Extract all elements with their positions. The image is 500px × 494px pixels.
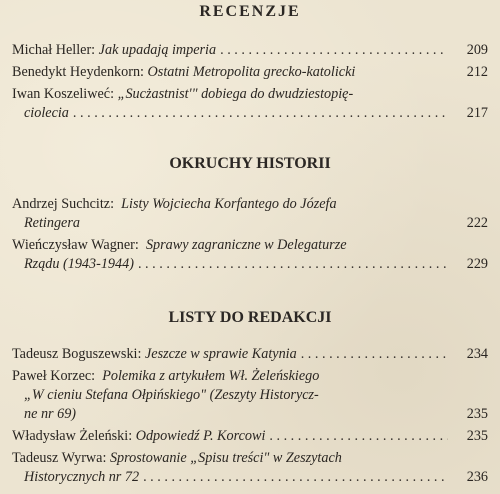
- entry-title-continued: Retingera: [24, 215, 80, 231]
- dot-leader: [138, 255, 448, 274]
- entry-title: „Sucżastnist'" dobiega do dwudziestopię-: [117, 86, 354, 102]
- entry-page-number: 212: [466, 64, 488, 80]
- entry-title: Sprostowanie „Spisu treści" w Zeszytach: [109, 450, 342, 466]
- toc-entry[interactable]: [12, 367, 488, 424]
- entry-title-continued: ciolecia: [24, 105, 69, 121]
- toc-entry[interactable]: [12, 41, 488, 60]
- entry-author: Paweł Korzec:: [12, 368, 96, 384]
- entry-author: Iwan Koszeliweć:: [12, 86, 115, 102]
- entry-author: Andrzej Suchcitz:: [12, 196, 115, 212]
- toc-entry[interactable]: [12, 449, 488, 487]
- toc-entry[interactable]: [12, 85, 488, 123]
- entry-author: Tadeusz Boguszewski:: [12, 346, 142, 362]
- entry-title: Sprawy zagraniczne w Delegaturze: [145, 237, 347, 253]
- entry-author: Benedykt Heydenkorn:: [12, 64, 144, 80]
- dot-leader: [301, 345, 448, 364]
- toc-entry[interactable]: [12, 236, 488, 274]
- entry-page-number: 235: [466, 406, 488, 422]
- entry-author: Michał Heller:: [12, 42, 96, 58]
- entry-page-number: 222: [466, 215, 488, 231]
- entry-page-number: 217: [466, 105, 488, 121]
- entry-title: Ostatni Metropolita grecko-katolicki: [147, 64, 356, 80]
- entry-title: Odpowiedź P. Korcowi: [135, 428, 266, 444]
- entry-page-number: 234: [466, 346, 488, 362]
- entry-author: Władysław Żeleński:: [12, 428, 133, 444]
- section-heading-okruchy-historii: OKRUCHY HISTORII: [169, 155, 331, 172]
- dot-leader: [220, 41, 448, 60]
- entry-page-number: 235: [466, 428, 488, 444]
- entry-title-continued: „W cieniu Stefana Ołpińskiego" (Zeszyty Historycz-: [24, 387, 319, 403]
- dot-leader: [143, 468, 448, 487]
- entry-page-number: 236: [466, 469, 488, 485]
- entry-title-continued: Rządu (1943-1944): [24, 256, 134, 272]
- entry-title-continued: Historycznych nr 72: [24, 469, 140, 485]
- dot-leader: [73, 104, 448, 123]
- entry-page-number: 209: [466, 42, 488, 58]
- dot-leader: [269, 427, 448, 446]
- entry-title: Listy Wojciecha Korfantego do Józefa: [121, 196, 337, 212]
- entry-title: Jak upadają imperia: [98, 42, 217, 58]
- toc-entry[interactable]: [12, 63, 488, 82]
- entry-title-continued: ne nr 69): [24, 406, 77, 422]
- section-heading-recenzje: RECENZJE: [199, 3, 301, 20]
- toc-entry[interactable]: [12, 427, 488, 446]
- entry-author: Wieńczysław Wagner:: [12, 237, 139, 253]
- entry-page-number: 229: [466, 256, 488, 272]
- entry-title: Jeszcze w sprawie Katynia: [144, 346, 297, 362]
- toc-entry[interactable]: [12, 345, 488, 364]
- section-heading-listy-do-redakcji: LISTY DO REDAKCJI: [168, 309, 332, 326]
- entry-title: Polemika z artykułem Wł. Żeleńskiego: [102, 368, 320, 384]
- toc-entry[interactable]: [12, 195, 488, 233]
- entry-author: Tadeusz Wyrwa:: [12, 450, 107, 466]
